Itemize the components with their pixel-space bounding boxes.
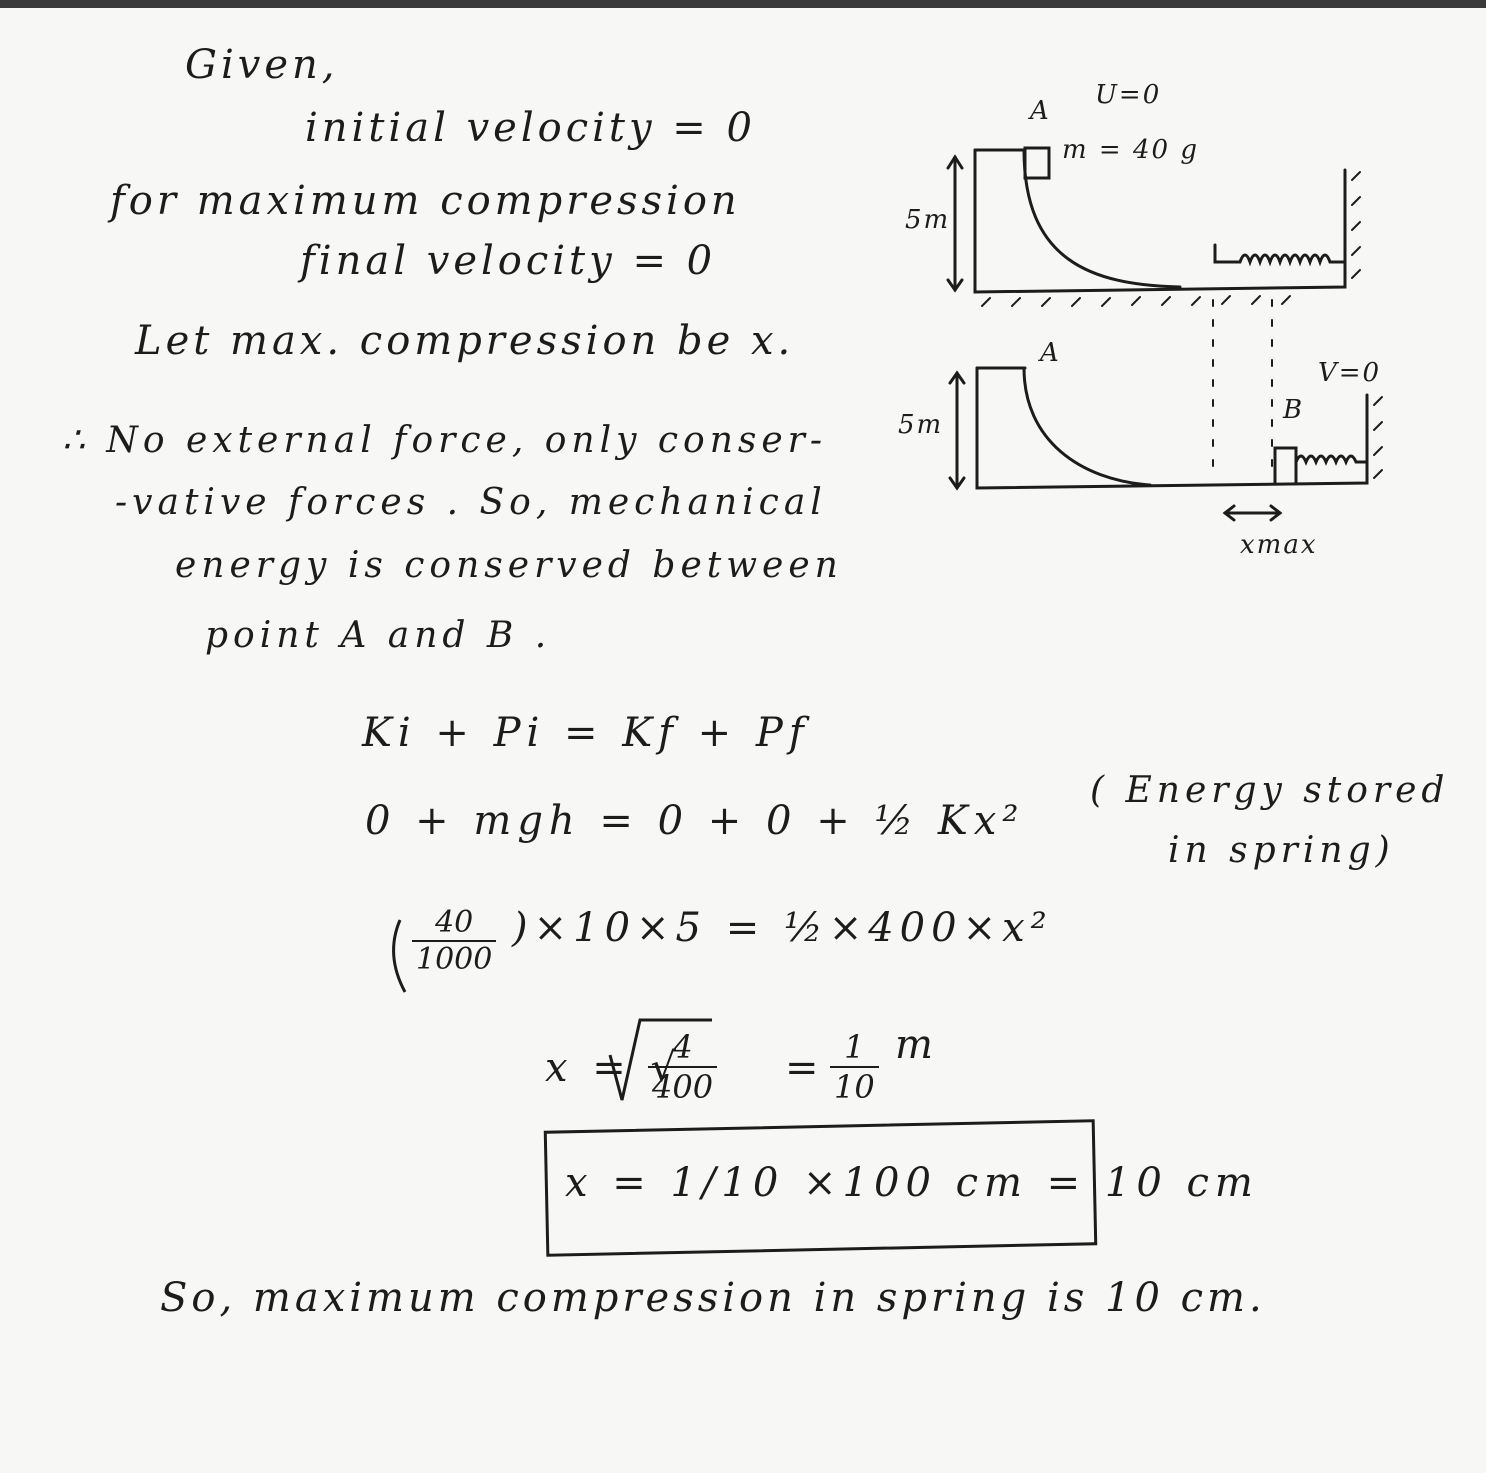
reasoning-line-1: ∴ No external force, only conser- (62, 420, 828, 461)
given-heading: Given, (185, 42, 339, 88)
for-max-compression-text: for maximum compression (110, 178, 741, 224)
mass-fraction-denominator: 1000 (416, 942, 493, 977)
energy-conservation-equation: Ki + Pi = Kf + Pf (362, 710, 810, 756)
top-velocity-label: U=0 (1095, 80, 1162, 110)
final-velocity-text: final velocity = 0 (300, 238, 717, 284)
mass-fraction-numerator: 40 (412, 905, 496, 942)
left-paren (394, 920, 405, 992)
equation-1: 0 + mgh = 0 + 0 + ½ Kx² (365, 798, 1025, 844)
top-mass-label: m = 40 g (1062, 135, 1199, 165)
reasoning-line-2: -vative forces . So, mechanical (115, 482, 827, 523)
equation-3-unit: m (895, 1022, 939, 1068)
top-curved-ramp (1024, 150, 1180, 287)
bottom-spring-compressed (1296, 456, 1367, 462)
sqrt-fraction (648, 1028, 717, 1106)
bottom-velocity-label: V=0 (1318, 358, 1382, 388)
top-spring (1215, 245, 1345, 262)
result-fraction (830, 1028, 879, 1106)
equation-2-rest: )×10×5 = ½×400×x² (512, 905, 1053, 951)
mass-fraction (412, 905, 496, 977)
final-answer: x = 1/10 ×100 cm = 10 cm (565, 1160, 1259, 1206)
initial-velocity-text: initial velocity = 0 (305, 105, 756, 151)
bottom-curved-ramp (1024, 368, 1150, 485)
result-fraction-numerator: 1 (830, 1028, 879, 1068)
conclusion-text: So, maximum compression in spring is 10 cm. (160, 1275, 1266, 1321)
sqrt-fraction-denominator: 400 (652, 1068, 714, 1106)
bottom-height-label: 5m (898, 410, 944, 440)
bottom-point-b-label: B (1283, 395, 1305, 425)
top-track-outline (975, 150, 1345, 292)
sqrt-fraction-numerator: 4 (648, 1028, 717, 1068)
reasoning-line-4: point A and B . (205, 615, 552, 656)
let-max-text: Let max. compression be x. (135, 318, 795, 364)
bottom-mass-block (1275, 448, 1296, 483)
top-mass-block (1025, 148, 1049, 178)
equation-3-equals: = (785, 1045, 825, 1091)
spring-energy-note-1: ( Energy stored (1090, 770, 1450, 811)
top-point-a-label: A (1030, 96, 1051, 126)
result-fraction-denominator: 10 (834, 1068, 875, 1106)
xmax-label: xmax (1240, 530, 1318, 560)
top-height-label: 5m (905, 205, 951, 235)
equation-3-lhs: x = √ (545, 1045, 682, 1091)
bottom-point-a-label: A (1040, 338, 1061, 368)
spring-energy-note-2: in spring) (1168, 830, 1395, 871)
bottom-track-outline (977, 368, 1367, 488)
bottom-wall-hatch (1374, 397, 1382, 478)
reasoning-line-3: energy is conserved between (175, 545, 843, 586)
